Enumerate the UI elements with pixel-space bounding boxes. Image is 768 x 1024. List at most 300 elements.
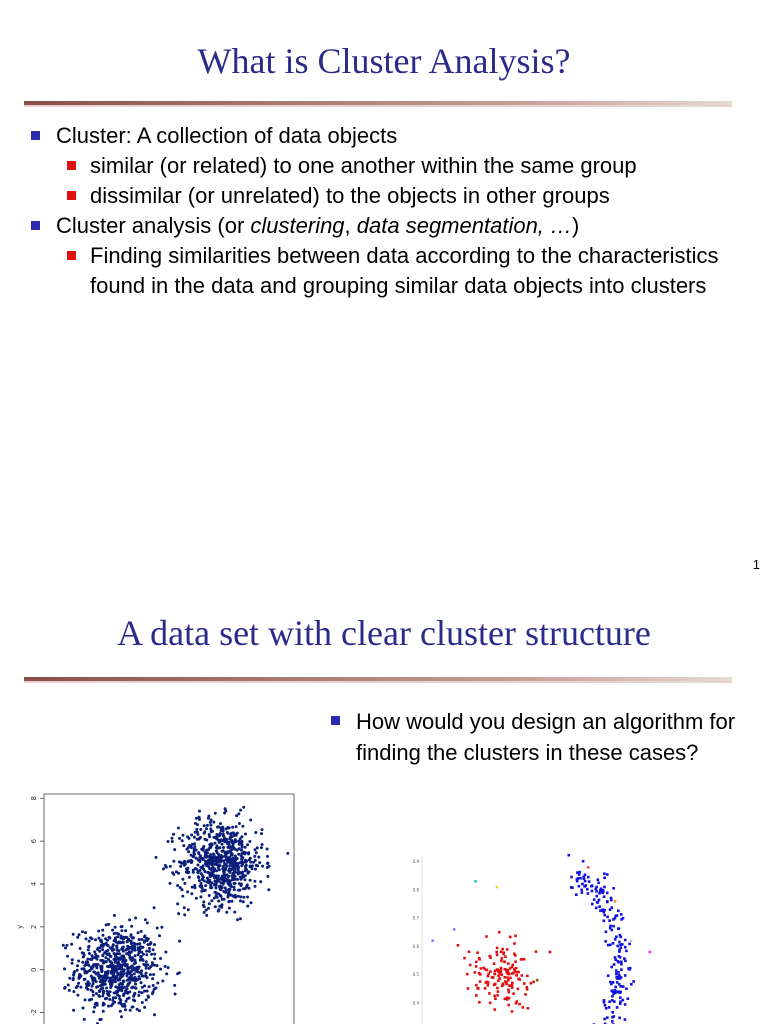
data-point: [583, 878, 586, 881]
data-point: [233, 882, 236, 885]
data-point: [144, 918, 147, 921]
data-point: [164, 951, 167, 954]
data-point: [612, 990, 615, 993]
data-point: [230, 885, 233, 888]
data-point: [496, 954, 499, 957]
data-point: [222, 849, 225, 852]
data-point: [632, 980, 635, 983]
data-point: [140, 938, 143, 941]
data-point: [63, 987, 66, 990]
data-point: [178, 837, 181, 840]
bullet-text: Finding similarities between data according to the characteristics found in the data and grouping similar data objects into clusters: [90, 243, 719, 298]
data-point: [215, 835, 218, 838]
data-point: [236, 849, 239, 852]
data-point: [463, 957, 466, 960]
data-point: [611, 1020, 614, 1023]
data-point: [203, 824, 206, 827]
data-point: [615, 969, 618, 972]
data-point: [250, 901, 253, 904]
data-point: [240, 840, 243, 843]
data-point: [113, 914, 116, 917]
data-point: [497, 980, 500, 983]
data-point: [520, 958, 523, 961]
data-point: [92, 970, 95, 973]
data-point: [226, 832, 229, 835]
data-point: [137, 931, 140, 934]
data-point: [227, 875, 230, 878]
data-point: [261, 843, 264, 846]
data-point: [595, 886, 598, 889]
data-point: [485, 981, 488, 984]
data-point: [108, 952, 111, 955]
data-point: [475, 965, 478, 968]
data-point: [502, 953, 505, 956]
data-point: [101, 948, 104, 951]
data-point: [513, 953, 516, 956]
data-point: [115, 965, 118, 968]
data-point: [218, 840, 221, 843]
data-point: [221, 903, 224, 906]
data-point: [169, 865, 172, 868]
data-point: [221, 878, 224, 881]
data-point: [101, 987, 104, 990]
data-point: [624, 1003, 627, 1006]
data-point: [148, 950, 151, 953]
data-point: [143, 975, 146, 978]
data-point: [604, 940, 607, 943]
data-point: [118, 988, 121, 991]
data-point: [153, 1013, 156, 1016]
data-point: [209, 884, 212, 887]
data-point: [130, 933, 133, 936]
data-point: [476, 951, 479, 954]
data-point: [90, 937, 93, 940]
data-point: [580, 889, 583, 892]
data-point: [212, 853, 215, 856]
data-point: [227, 880, 230, 883]
data-point: [496, 968, 499, 971]
data-point: [125, 1000, 128, 1003]
data-point: [187, 846, 190, 849]
data-point: [286, 852, 289, 855]
data-point: [208, 843, 211, 846]
data-point: [98, 1018, 101, 1021]
data-point: [146, 976, 149, 979]
data-point: [104, 956, 107, 959]
data-point: [234, 878, 237, 881]
data-point: [603, 911, 606, 914]
data-point: [72, 1009, 75, 1012]
data-point: [234, 855, 237, 858]
data-point: [527, 1007, 530, 1010]
data-point: [72, 990, 75, 993]
data-point: [78, 933, 81, 936]
data-point: [570, 876, 573, 879]
data-point: [95, 980, 98, 983]
data-point: [78, 973, 81, 976]
data-point: [179, 886, 182, 889]
data-point: [501, 957, 504, 960]
data-point: [603, 872, 606, 875]
data-point: [198, 856, 201, 859]
data-point: [618, 941, 621, 944]
data-point: [124, 929, 127, 932]
data-point: [104, 983, 107, 986]
data-point: [108, 936, 111, 939]
data-point: [242, 806, 245, 809]
data-point: [114, 991, 117, 994]
data-point: [202, 857, 205, 860]
data-point: [194, 822, 197, 825]
data-point: [582, 860, 585, 863]
data-point: [474, 971, 477, 974]
data-point: [239, 809, 242, 812]
data-point: [575, 893, 578, 896]
data-point: [475, 994, 478, 997]
data-point: [587, 892, 590, 895]
data-point: [619, 934, 622, 937]
data-point: [142, 963, 145, 966]
data-point: [129, 978, 132, 981]
data-point: [618, 977, 621, 980]
data-point: [608, 919, 611, 922]
data-point: [218, 885, 221, 888]
data-point: [128, 939, 131, 942]
data-point: [240, 857, 243, 860]
data-point: [134, 917, 137, 920]
data-point: [116, 972, 119, 975]
data-point: [100, 939, 103, 942]
data-point: [216, 878, 219, 881]
data-point: [105, 987, 108, 990]
data-point: [195, 897, 198, 900]
data-point: [249, 879, 252, 882]
data-point: [143, 934, 146, 937]
data-point: [620, 963, 623, 966]
data-point: [503, 961, 506, 964]
data-point: [132, 942, 135, 945]
data-point: [128, 981, 131, 984]
data-point: [599, 909, 602, 912]
data-point: [245, 886, 248, 889]
data-point: [595, 890, 598, 893]
data-point: [195, 849, 198, 852]
data-point: [202, 900, 205, 903]
data-point: [509, 936, 512, 939]
data-point: [225, 911, 228, 914]
data-point: [610, 966, 613, 969]
data-point: [204, 860, 207, 863]
data-point: [104, 997, 107, 1000]
data-point: [584, 884, 587, 887]
data-point: [519, 978, 522, 981]
data-point: [587, 866, 590, 869]
data-point: [514, 935, 517, 938]
data-point: [466, 973, 469, 976]
data-point: [133, 972, 136, 975]
data-point: [649, 951, 652, 954]
sub-bullet-square-icon: [67, 191, 76, 200]
data-point: [511, 1010, 514, 1013]
data-point: [102, 962, 105, 965]
data-point: [171, 837, 174, 840]
data-point: [82, 1007, 85, 1010]
data-point: [619, 1000, 622, 1003]
data-point: [132, 995, 135, 998]
data-point: [231, 900, 234, 903]
y-tick-label: 0.4: [412, 1000, 419, 1006]
data-point: [181, 839, 184, 842]
data-point: [207, 855, 210, 858]
data-point: [153, 953, 156, 956]
data-point: [209, 828, 212, 831]
bullet-text: data segmentation, …: [356, 213, 573, 238]
data-point: [84, 998, 87, 1001]
data-point: [603, 895, 606, 898]
data-point: [223, 876, 226, 879]
data-point: [216, 826, 219, 829]
slide-number: 1: [752, 557, 760, 572]
data-point: [197, 852, 200, 855]
data-point: [479, 973, 482, 976]
slide-2-bullet-list: [326, 706, 746, 768]
data-point: [62, 944, 65, 947]
data-point: [83, 1018, 86, 1021]
data-point: [248, 840, 251, 843]
data-point: [123, 956, 126, 959]
data-point: [228, 867, 231, 870]
data-point: [117, 949, 120, 952]
data-point: [213, 883, 216, 886]
data-point: [124, 1005, 127, 1008]
data-point: [505, 968, 508, 971]
data-point: [217, 908, 220, 911]
data-point: [603, 886, 606, 889]
data-point: [161, 980, 164, 983]
data-point: [101, 954, 104, 957]
data-point: [219, 861, 222, 864]
data-point: [148, 985, 151, 988]
data-point: [67, 984, 70, 987]
data-point: [201, 887, 204, 890]
data-point: [268, 865, 271, 868]
data-point: [182, 844, 185, 847]
slide1-bullet-2: [26, 181, 741, 211]
data-point: [207, 862, 210, 865]
data-point: [523, 982, 526, 985]
data-point: [254, 831, 257, 834]
data-point: [221, 843, 224, 846]
data-point: [244, 833, 247, 836]
data-point: [150, 953, 153, 956]
data-point: [494, 1008, 497, 1011]
data-point: [597, 878, 600, 881]
data-point: [152, 948, 155, 951]
data-point: [608, 1000, 611, 1003]
data-point: [205, 839, 208, 842]
data-point: [600, 888, 603, 891]
data-point: [114, 980, 117, 983]
data-point: [183, 864, 186, 867]
bullet-text: Cluster analysis (or: [56, 213, 251, 238]
data-point: [241, 846, 244, 849]
data-point: [201, 874, 204, 877]
data-point: [191, 886, 194, 889]
data-point: [121, 960, 124, 963]
data-point: [240, 849, 243, 852]
data-point: [624, 960, 627, 963]
data-point: [431, 939, 434, 942]
data-point: [88, 952, 91, 955]
data-point: [203, 832, 206, 835]
data-point: [110, 984, 113, 987]
data-point: [223, 855, 226, 858]
data-point: [181, 895, 184, 898]
data-point: [205, 914, 208, 917]
data-point: [139, 945, 142, 948]
data-point: [233, 833, 236, 836]
data-point: [244, 846, 247, 849]
y-tick-label: 6: [30, 838, 38, 844]
data-point: [260, 832, 263, 835]
data-point: [508, 991, 511, 994]
data-point: [108, 998, 111, 1001]
data-point: [222, 846, 225, 849]
data-point: [266, 875, 269, 878]
data-point: [112, 996, 115, 999]
data-point: [267, 888, 270, 891]
data-point: [215, 894, 218, 897]
data-point: [248, 870, 251, 873]
data-point: [66, 955, 69, 958]
data-point: [122, 974, 125, 977]
data-point: [179, 865, 182, 868]
data-point: [239, 876, 242, 879]
data-point: [187, 850, 190, 853]
data-point: [70, 943, 73, 946]
data-point: [109, 977, 112, 980]
data-point: [165, 972, 168, 975]
data-point: [475, 984, 478, 987]
data-point: [181, 878, 184, 881]
slide-2: [0, 576, 768, 1024]
data-point: [190, 834, 193, 837]
data-point: [204, 850, 207, 853]
data-point: [478, 958, 481, 961]
data-point: [619, 944, 622, 947]
data-point: [498, 931, 501, 934]
data-point: [233, 870, 236, 873]
data-point: [509, 985, 512, 988]
data-point: [513, 968, 516, 971]
data-point: [630, 983, 633, 986]
data-point: [469, 964, 472, 967]
data-point: [244, 867, 247, 870]
data-point: [132, 936, 135, 939]
data-point: [193, 836, 196, 839]
data-point: [507, 973, 510, 976]
data-point: [188, 876, 191, 879]
data-point: [138, 1009, 141, 1012]
data-point: [101, 969, 104, 972]
data-point: [217, 900, 220, 903]
data-point: [177, 912, 180, 915]
data-point: [212, 821, 215, 824]
data-point: [172, 860, 175, 863]
data-point: [227, 900, 230, 903]
data-point: [484, 968, 487, 971]
data-point: [118, 978, 121, 981]
data-point: [149, 973, 152, 976]
bullet-text: similar (or related) to one another within the same group: [90, 153, 637, 178]
data-point: [87, 964, 90, 967]
data-point: [162, 867, 165, 870]
sub-bullet-square-icon: [67, 161, 76, 170]
data-point: [77, 982, 80, 985]
data-point: [507, 979, 510, 982]
y-tick-label: 0: [30, 967, 38, 972]
data-point: [261, 828, 264, 831]
data-point: [130, 986, 133, 989]
data-point: [133, 992, 136, 995]
data-point: [106, 971, 109, 974]
data-point: [206, 824, 209, 827]
data-point: [502, 983, 505, 986]
data-point: [241, 843, 244, 846]
data-point: [526, 975, 529, 978]
data-point: [524, 993, 527, 996]
y-tick-label: 4: [30, 881, 38, 887]
data-point: [500, 951, 503, 954]
data-point: [199, 836, 202, 839]
data-point: [476, 987, 479, 990]
data-point: [119, 983, 122, 986]
y-tick-label: 0.8: [412, 887, 419, 893]
data-point: [239, 837, 242, 840]
data-point: [126, 987, 129, 990]
data-point: [107, 1005, 110, 1008]
data-point: [114, 975, 117, 978]
data-point: [484, 987, 487, 990]
data-point: [140, 969, 143, 972]
data-point: [219, 846, 222, 849]
data-point: [112, 943, 115, 946]
data-point: [526, 988, 529, 991]
bullet-square-icon: [31, 221, 40, 230]
data-point: [114, 961, 117, 964]
data-point: [624, 946, 627, 949]
data-point: [76, 994, 79, 997]
bullet-square-icon: [331, 716, 340, 725]
data-point: [128, 997, 131, 1000]
data-point: [606, 873, 609, 876]
data-point: [625, 987, 628, 990]
data-point: [89, 998, 92, 1001]
data-point: [230, 860, 233, 863]
data-point: [64, 947, 67, 950]
data-point: [101, 979, 104, 982]
data-point: [190, 846, 193, 849]
data-point: [97, 947, 100, 950]
data-point: [522, 1006, 525, 1009]
data-point: [630, 939, 633, 942]
data-point: [237, 812, 240, 815]
data-point: [222, 835, 225, 838]
data-point: [206, 851, 209, 854]
data-point: [232, 843, 235, 846]
data-point: [114, 926, 117, 929]
data-point: [187, 908, 190, 911]
